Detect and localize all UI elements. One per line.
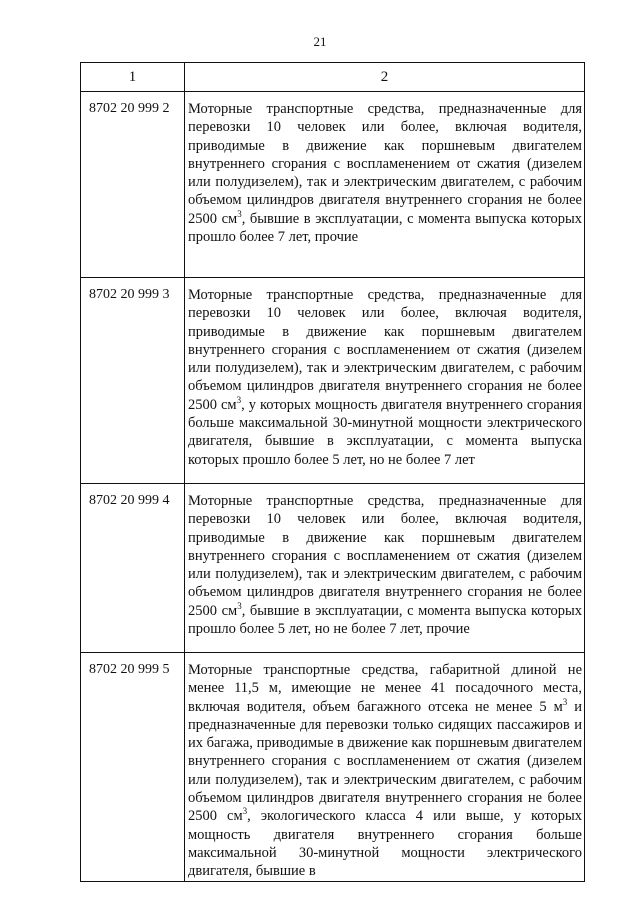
description-text: Моторные транспортные средства, предназначенные для перевозки 10 человек или более, включая водителя, приводимые в движение как поршневым двигателем внутреннего сгорания с воспламенением от сжатия (дизелем или полудизелем), так и электрическим двигателем, с рабочим объемом цилиндров двигателя внутреннего сгорания не более 2500 см: [188, 287, 582, 413]
commodity-code: 8702 20 999 2: [81, 92, 185, 278]
table-row: [81, 92, 585, 278]
superscript: 3: [242, 806, 248, 817]
superscript: 3: [562, 696, 568, 707]
commodity-description: [185, 92, 585, 278]
column-header-1: 1: [81, 63, 185, 92]
description-text: Моторные транспортные средства, предназначенные для перевозки 10 человек или более, включая водителя, приводимые в движение как поршневым двигателем внутреннего сгорания с воспламенением от сжатия (дизелем или полудизелем), так и электрическим двигателем, с рабочим объемом цилиндров двигателя внутреннего сгорания не более 2500 см: [188, 101, 582, 227]
commodity-description: [185, 653, 585, 882]
table-row: [81, 278, 585, 484]
description-text: Моторные транспортные средства, предназначенные для перевозки 10 человек или более, включая водителя, приводимые в движение как поршневым двигателем внутреннего сгорания с воспламенением от сжатия (дизелем или полудизелем), так и электрическим двигателем, с рабочим объемом цилиндров двигателя внутреннего сгорания не более 2500 см: [188, 493, 582, 619]
table-header-row: [81, 63, 585, 92]
table-row: [81, 653, 585, 882]
page-number: 21: [313, 34, 327, 49]
description-text: и предназначенные для перевозки только сидящих пассажиров и их багажа, приводимые в движение как поршневым двигателем внутреннего сгорания с воспламенением от сжатия (дизелем или полудизелем), так и электрическим двигателем, с рабочим объемом цилиндров двигателя внутреннего сгорания не более 2500 см: [188, 698, 582, 825]
commodity-description: [185, 484, 585, 653]
commodity-code: 8702 20 999 4: [81, 484, 185, 653]
commodity-description: [185, 278, 585, 484]
description-text: , экологического класса 4 или выше, у которых мощность двигателя внутреннего сгорания больше максимальной 30-минутной мощности электрического двигателя, бывшие в: [188, 808, 582, 880]
description-text: Моторные транспортные средства, габаритной длиной не менее 11,5 м, имеющие не менее 41 посадочного места, включая водителя, объем багажного отсека не менее 5 м: [188, 662, 582, 715]
table-row: [81, 484, 585, 653]
superscript: 3: [236, 394, 242, 405]
column-header-2: 2: [185, 63, 585, 92]
description-text: , бывшие в эксплуатации, с момента выпуска которых прошло более 7 лет, прочие: [188, 210, 582, 246]
description-text: , бывшие в эксплуатации, с момента выпуска которых прошло более 5 лет, но не более 7 лет, прочие: [188, 602, 582, 638]
superscript: 3: [237, 208, 242, 219]
commodity-code: 8702 20 999 3: [81, 278, 185, 484]
tariff-table: [80, 62, 585, 882]
description-text: , у которых мощность двигателя внутреннего сгорания больше максимальной 30-минутной мощности электрического двигателя, бывшие в эксплуатации, с момента выпуска которых прошло более 5 лет, но не более 7 лет: [188, 396, 582, 468]
commodity-code: 8702 20 999 5: [81, 653, 185, 882]
superscript: 3: [237, 600, 242, 611]
